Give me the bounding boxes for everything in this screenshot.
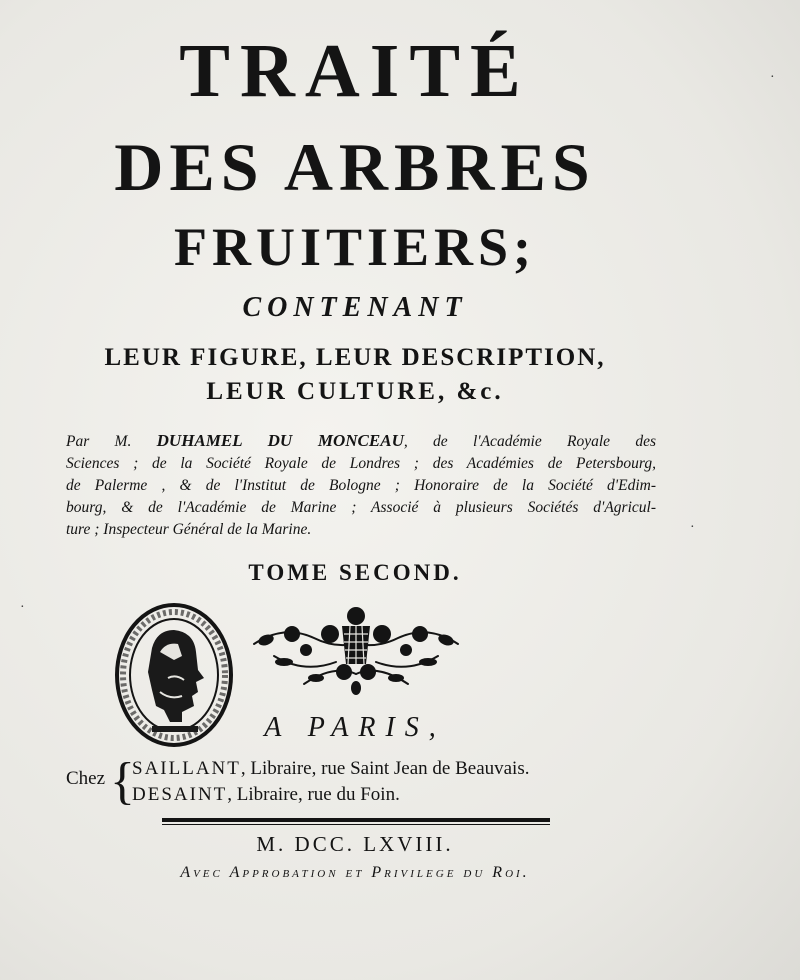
imprint-privilege: Avec Approbation et Privilege du Roi. bbox=[180, 864, 530, 881]
author-line-text: , de l'Académie Royale des bbox=[403, 433, 656, 450]
subtitle-line-1: LEUR FIGURE, LEUR DESCRIPTION, bbox=[104, 344, 606, 371]
author-name: DUHAMEL DU MONCEAU bbox=[156, 431, 404, 450]
author-line: ture ; Inspecteur Général de la Marine. bbox=[66, 521, 312, 538]
author-line bbox=[66, 430, 656, 453]
floral-basket-ornament-icon bbox=[244, 604, 468, 696]
author-prefix: Par M. bbox=[66, 433, 157, 450]
title-line-3: FRUITIERS; bbox=[173, 217, 537, 277]
publisher-line bbox=[132, 758, 529, 780]
double-rule-thick bbox=[162, 818, 550, 822]
paper-speck: · bbox=[690, 520, 695, 535]
double-rule-thin bbox=[162, 824, 550, 825]
publisher-name: SAILLANT bbox=[132, 758, 241, 779]
imprint-date: M. DCC. LXVIII. bbox=[256, 832, 454, 856]
publisher-name: DESAINT bbox=[132, 784, 228, 805]
imprint-city: A PARIS, bbox=[264, 712, 446, 743]
title-line-2: DES ARBRES bbox=[114, 129, 596, 205]
publisher-address: , Libraire, rue du Foin. bbox=[227, 784, 400, 805]
imprint-chez: Chez bbox=[66, 768, 106, 789]
publisher-address: , Libraire, rue Saint Jean de Beauvais. bbox=[240, 758, 530, 779]
paper-speck: · bbox=[20, 600, 25, 615]
author-block bbox=[66, 430, 656, 541]
title-line-1: TRAITÉ bbox=[179, 29, 531, 113]
author-line: de Palerme , & de l'Institut de Bologne ; Honoraire de la Société d'Edim- bbox=[66, 477, 656, 494]
brace-icon: { bbox=[110, 753, 135, 810]
tome-label: TOME SECOND. bbox=[248, 560, 462, 585]
author-line: Sciences ; de la Société Royale de Londres ; des Académies de Petersbourg, bbox=[66, 455, 656, 472]
publisher-line bbox=[132, 784, 400, 806]
subtitle-line-2: LEUR CULTURE, &c. bbox=[206, 378, 504, 405]
paper-speck: · bbox=[770, 70, 775, 85]
author-line: bourg, & de l'Académie de Marine ; Associé à plusieurs Sociétés d'Agricul- bbox=[66, 499, 656, 516]
subtitle-contenant: CONTENANT bbox=[242, 292, 468, 323]
